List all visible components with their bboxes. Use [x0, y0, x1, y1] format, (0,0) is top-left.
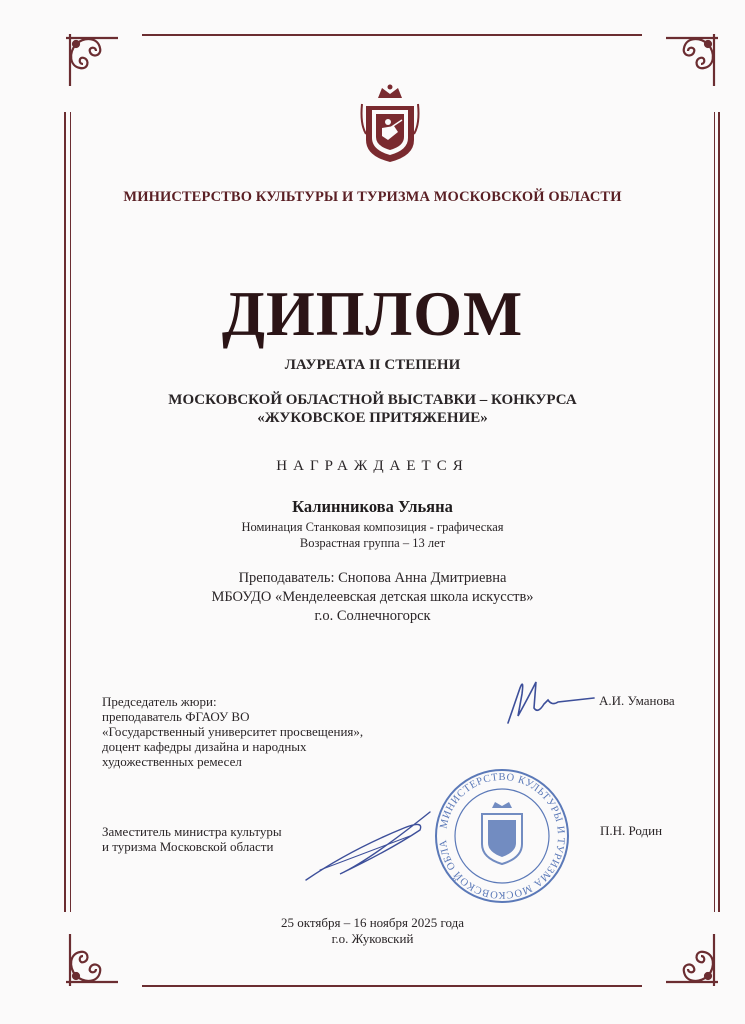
recipient-nomination: Номинация Станковая композиция - графическая [241, 520, 504, 534]
contest-name-line2: «ЖУКОВСКОЕ ПРИТЯЖЕНИЕ» [257, 410, 488, 426]
city-line: г.о. Солнечногорск [314, 608, 431, 624]
jury-line: «Государственный университет просвещения», [102, 724, 364, 739]
contest-name-line1: МОСКОВСКОЙ ОБЛАСТНОЙ ВЫСТАВКИ – КОНКУРСА [168, 392, 577, 408]
school-line: МБОУДО «Менделеевская детская школа искусств» [211, 589, 534, 605]
deputy-line: и туризма Московской области [102, 839, 274, 854]
teacher-line: Преподаватель: Снопова Анна Дмитриевна [238, 570, 507, 586]
coat-of-arms-icon [360, 84, 420, 164]
jury-line: доцент кафедры дизайна и народных [102, 739, 307, 754]
stamp-text: МИНИСТЕРСТВО КУЛЬТУРЫ И ТУРИЗМА МОСКОВСКОЙ ОБЛА [438, 771, 567, 901]
deputy-line: Заместитель министра культуры [102, 824, 282, 839]
deputy-minister-block [102, 824, 282, 854]
ministry-heading: МИНИСТЕРСТВО КУЛЬТУРЫ И ТУРИЗМА МОСКОВСКОЙ ОБЛАСТИ [123, 189, 622, 205]
frame-bottom-line [142, 985, 642, 987]
laureate-degree: ЛАУРЕАТА II СТЕПЕНИ [284, 357, 461, 373]
event-dates: 25 октября – 16 ноября 2025 года [280, 915, 465, 930]
recipient-age-group: Возрастная группа – 13 лет [299, 536, 446, 550]
deputy-minister-signer: П.Н. Родин [600, 823, 663, 838]
jury-chair-signature [498, 668, 598, 728]
awarded-heading: НАГРАЖДАЕТСЯ [276, 458, 469, 474]
recipient-name: Калинникова Ульяна [292, 497, 453, 516]
jury-line: художественных ремесел [102, 754, 242, 769]
jury-chair-block [102, 694, 363, 769]
deputy-minister-signature [300, 800, 440, 890]
corner-ornament-top-right [660, 30, 722, 92]
official-stamp [432, 766, 572, 906]
event-place: г.о. Жуковский [331, 931, 414, 946]
diploma-title: ДИПЛОМ [221, 278, 524, 349]
jury-chair-signer: А.И. Уманова [599, 693, 675, 708]
corner-ornament-top-left [62, 30, 124, 92]
jury-line: Председатель жюри: [102, 694, 217, 709]
jury-line: преподаватель ФГАОУ ВО [102, 709, 250, 724]
frame-top-line [142, 34, 642, 36]
